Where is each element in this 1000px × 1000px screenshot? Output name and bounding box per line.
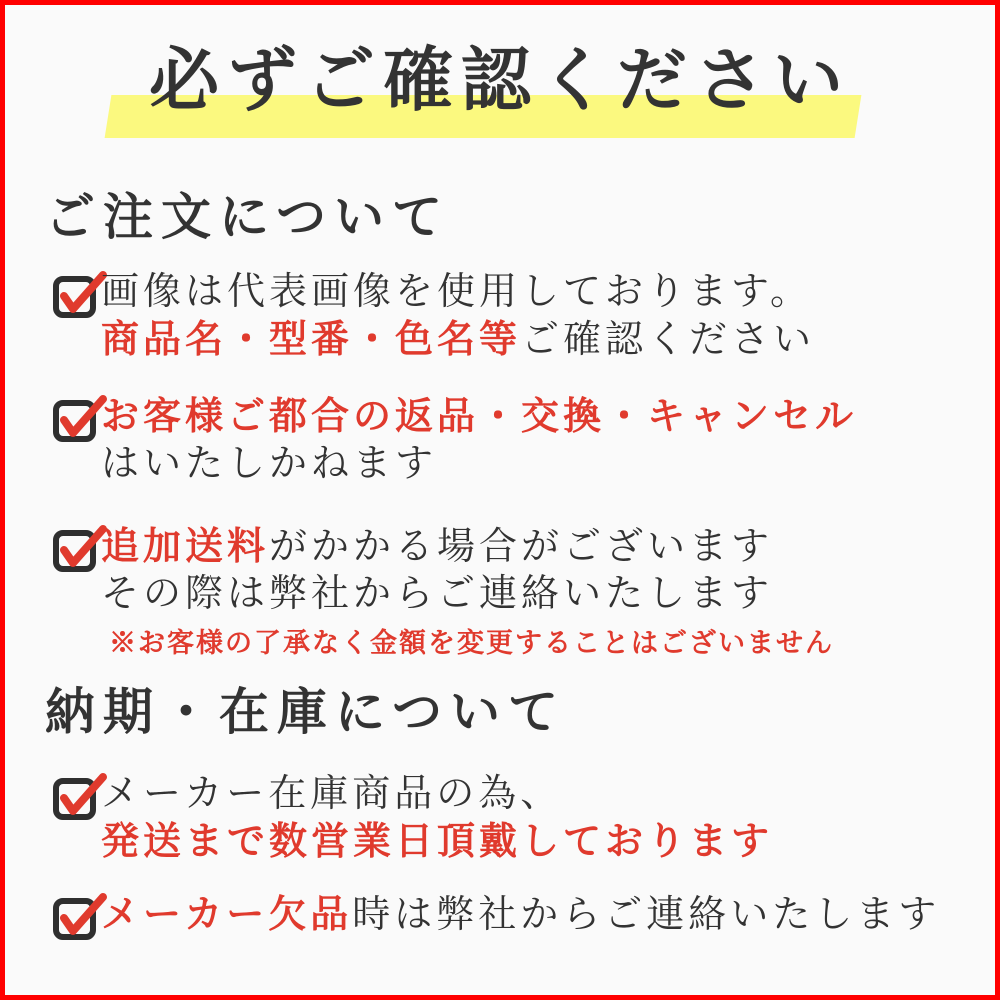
page-title: 必ずご確認ください (149, 38, 851, 121)
notice-line (101, 522, 834, 570)
notice-line (101, 268, 815, 315)
notice-text: はいたしかねます (101, 441, 438, 485)
notice-text-emphasis: 発送まで数営業日頂戴しております (101, 818, 774, 863)
notice-line (101, 817, 773, 865)
item-text (101, 522, 834, 661)
item-maker-shortage (51, 890, 940, 940)
notice-footnote: ※お客様の了承なく金額を変更することはございません (109, 628, 834, 659)
notice-line (101, 570, 834, 617)
section-heading-stock: 納期・在庫について (45, 682, 566, 741)
checked-checkbox-icon (51, 522, 107, 572)
notice-text-emphasis: 商品名・型番・色名等 (101, 316, 522, 361)
checked-checkbox-icon (51, 392, 107, 442)
item-text (101, 770, 773, 865)
title-block (5, 38, 995, 121)
notice-line (101, 770, 773, 817)
notice-text-emphasis: 追加送料 (101, 523, 270, 568)
checked-checkbox-icon (51, 770, 107, 820)
checked-checkbox-icon (51, 268, 107, 318)
item-text (101, 890, 940, 938)
checked-checkbox-icon (51, 890, 107, 940)
notice-text: がかかる場合がございます (269, 524, 774, 568)
notice-text: その際は弊社からご連絡いたします (101, 571, 774, 615)
item-extra-shipping (51, 522, 834, 661)
notice-text: 時は弊社からご連絡いたします (352, 892, 941, 936)
notice-line (101, 315, 815, 363)
item-text (101, 392, 857, 487)
item-maker-stock (51, 770, 773, 865)
item-text (101, 268, 815, 363)
notice-text-emphasis: メーカー欠品 (101, 891, 353, 936)
notice-line (101, 890, 940, 938)
notice-line (101, 392, 857, 440)
notice-line (101, 440, 857, 487)
notice-text: 画像は代表画像を使用しております。 (101, 269, 812, 313)
section-heading-order: ご注文について (45, 187, 450, 246)
item-no-returns (51, 392, 857, 487)
notice-text: メーカー在庫商品の為、 (101, 771, 563, 815)
notice-text: ご確認ください (521, 317, 816, 361)
item-representative-image (51, 268, 815, 363)
notice-text-emphasis: お客様ご都合の返品・交換・キャンセル (101, 393, 858, 438)
